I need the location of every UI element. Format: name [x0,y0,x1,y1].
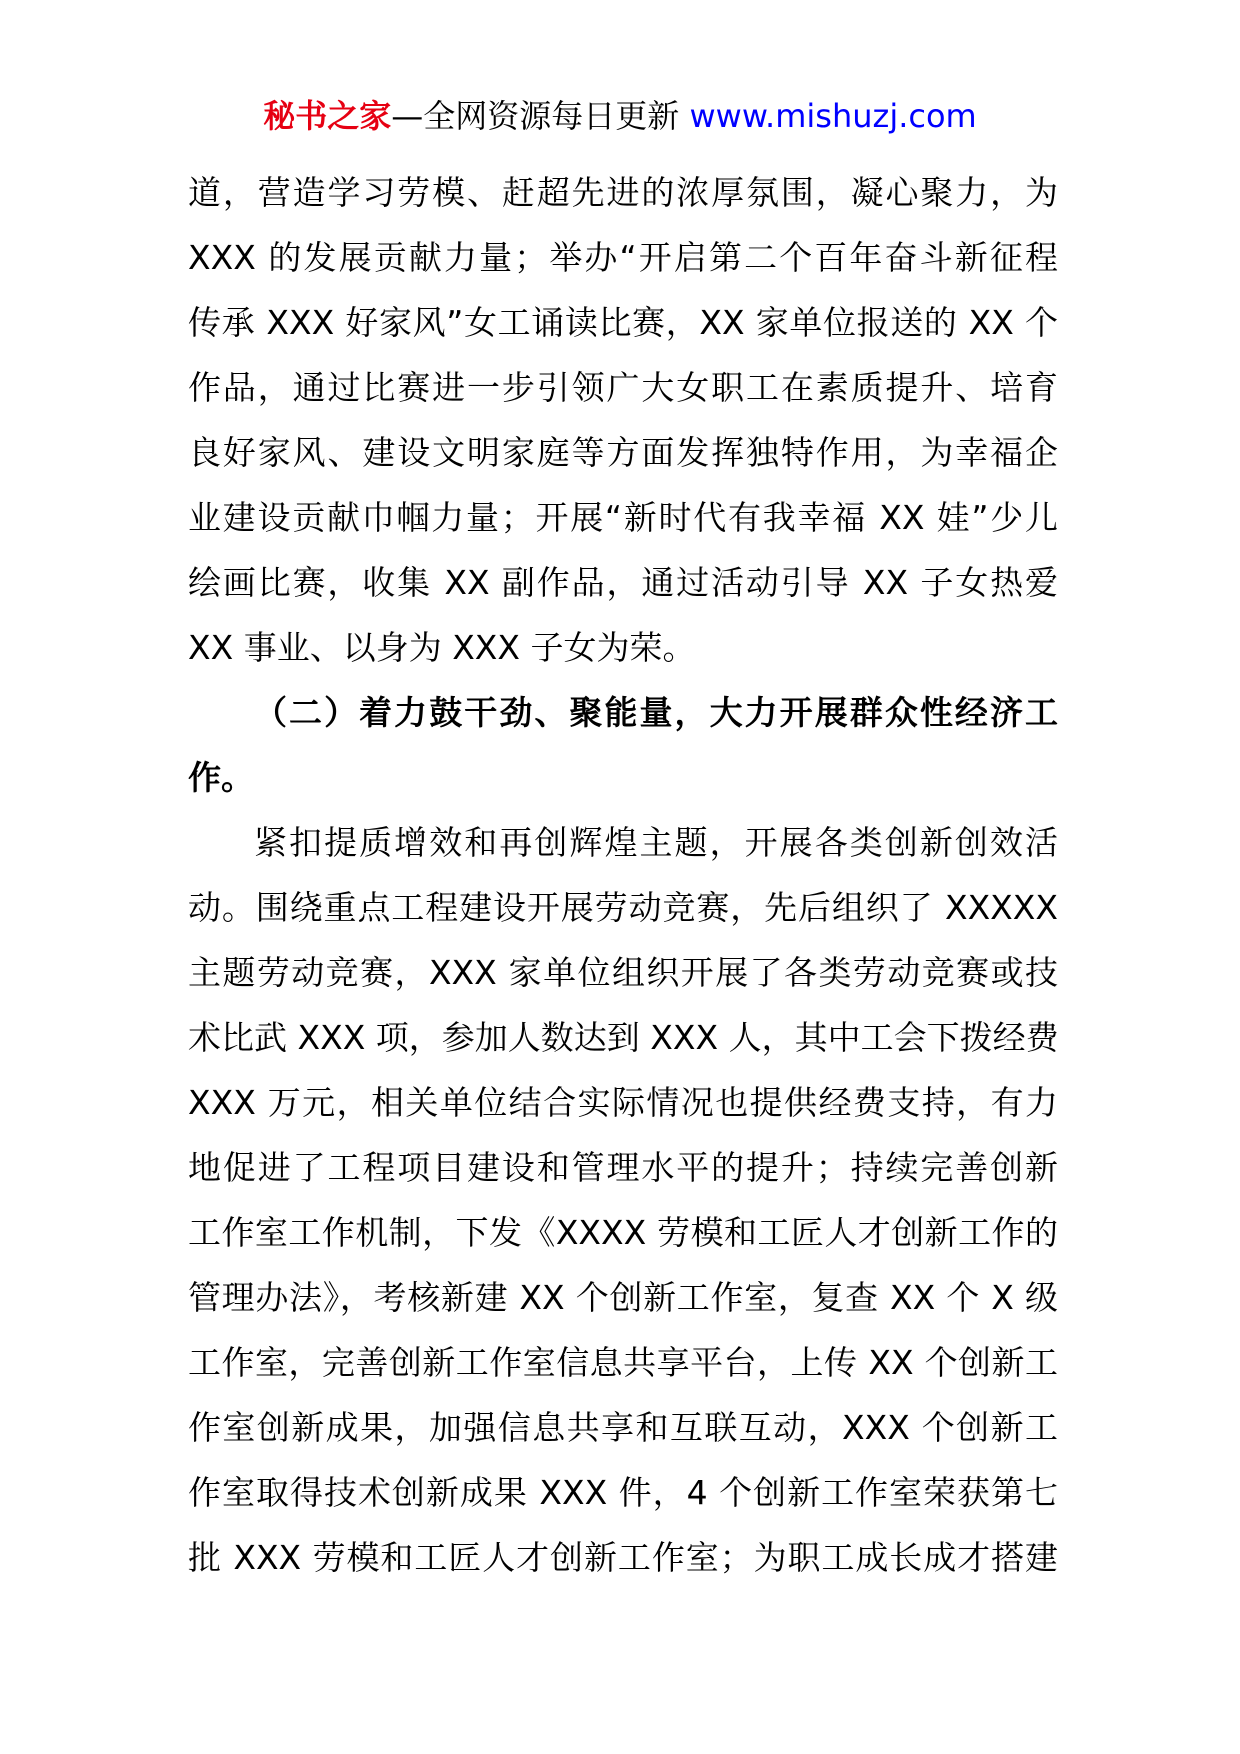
body-line: 作室创新成果，加强信息共享和互联互动，XXX 个创新工 [188,1408,1058,1447]
body-line: 动。围绕重点工程建设开展劳动竞赛，先后组织了 XXXXX [188,888,1058,927]
body-line: 业建设贡献巾帼力量；开展“新时代有我幸福 XX 娃”少儿 [188,498,1058,537]
body-line: 作室取得技术创新成果 XXX 件，4 个创新工作室荣获第七 [188,1473,1058,1512]
website-url[interactable]: www.mishuzj.com [689,97,977,135]
body-line: 术比武 XXX 项，参加人数达到 XXX 人，其中工会下拨经费 [188,1018,1059,1057]
body-line: XX 事业、以身为 XXX 子女为荣。 [188,628,696,667]
body-line: 批 XXX 劳模和工匠人才创新工作室；为职工成长成才搭建 [188,1538,1058,1577]
header-tagline: —全网资源每日更新 [391,97,690,135]
document-body [188,160,1058,1590]
page-header [0,96,1240,136]
body-line: XXX 万元，相关单位结合实际情况也提供经费支持，有力 [188,1083,1058,1122]
body-line: 工作室工作机制，下发《XXXX 劳模和工匠人才创新工作的 [188,1213,1058,1252]
body-line: 主题劳动竞赛，XXX 家单位组织开展了各类劳动竞赛或技 [188,953,1058,992]
body-line: 传承 XXX 好家风”女工诵读比赛，XX 家单位报送的 XX 个 [188,303,1058,342]
body-line: 地促进了工程项目建设和管理水平的提升；持续完善创新 [188,1148,1058,1187]
body-line: 道，营造学习劳模、赶超先进的浓厚氛围，凝心聚力，为 [188,173,1058,212]
body-line: 紧扣提质增效和再创辉煌主题，开展各类创新创效活 [254,823,1058,862]
brand-name: 秘书之家 [263,97,392,135]
body-line: 良好家风、建设文明家庭等方面发挥独特作用，为幸福企 [188,433,1058,472]
section-heading: （二）着力鼓干劲、聚能量，大力开展群众性经济工 [254,693,1058,732]
body-line: XXX 的发展贡献力量；举办“开启第二个百年奋斗新征程 [188,238,1058,277]
body-line: 作品，通过比赛进一步引领广大女职工在素质提升、培育 [188,368,1058,407]
body-line: 管理办法》，考核新建 XX 个创新工作室，复查 XX 个 X 级 [188,1278,1058,1317]
body-line: 工作室，完善创新工作室信息共享平台，上传 XX 个创新工 [188,1343,1058,1382]
body-line: 绘画比赛，收集 XX 副作品，通过活动引导 XX 子女热爱 [188,563,1058,602]
section-heading-continued: 作。 [188,758,254,797]
